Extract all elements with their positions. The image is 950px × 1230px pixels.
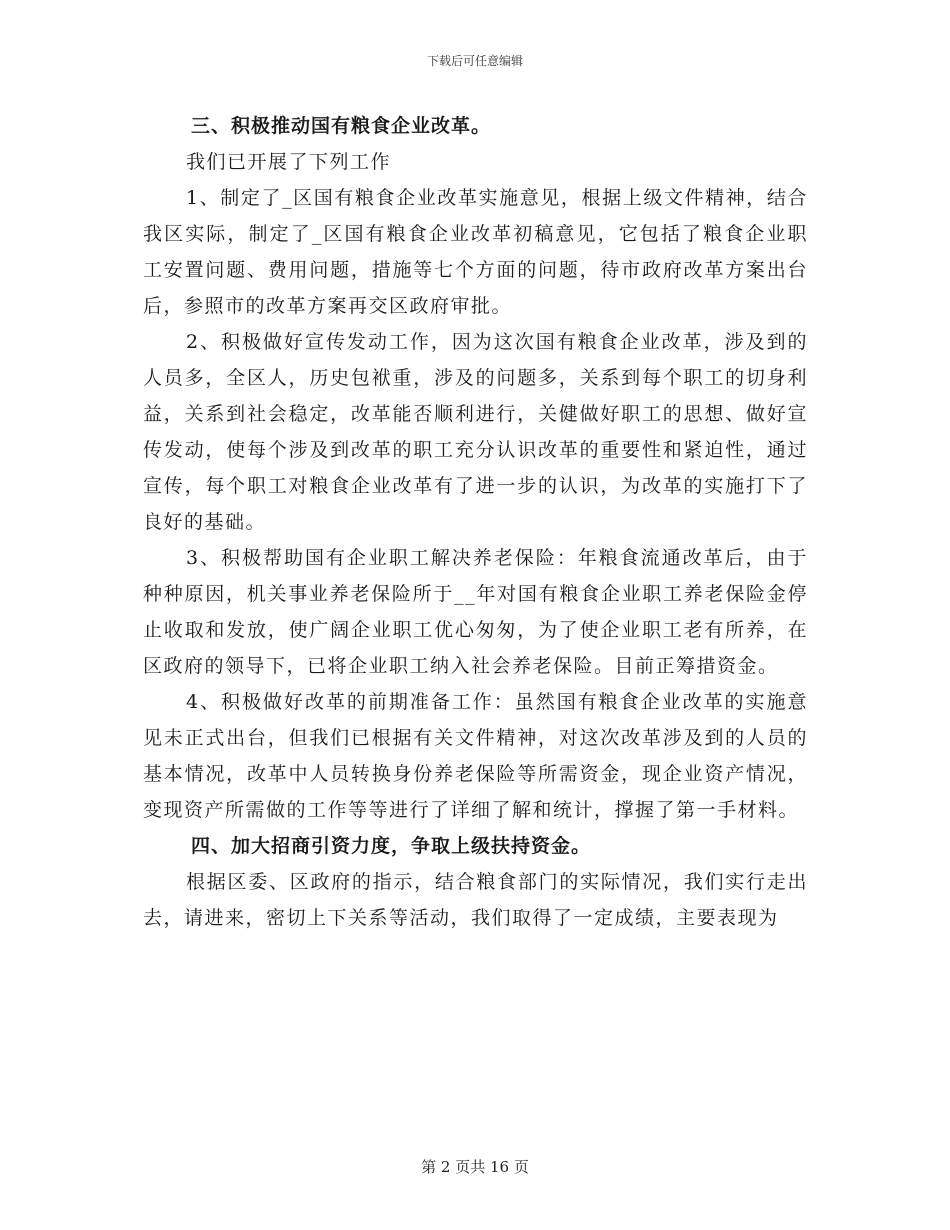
paragraph-intro: 我们已开展了下列工作 [186,151,392,173]
document-body [143,108,808,936]
page-number: 第 2 页共 16 页 [421,1158,529,1176]
section-heading-four: 四、加大招商引资力度，争取上级扶持资金。 [191,835,592,857]
paragraph-item-2: 2、积极做好宣传发动工作，因为这次国有粮食企业改革，涉及到的人员多，全区人，历史包袱重，涉及的问题多，关系到每个职工的切身利益，关系到社会稳定，改革能否顺利进行，关健做好职工的思想、做好宣传发动，使每个涉及到改革的职工充分认识改革的重要性和紧迫性，通过宣传，每个职工对粮食企业改革有了进一步的认识，为改革的实施打下了良好的基础。 [143,331,808,533]
section-heading-three: 三、积极推动国有粮食企业改革。 [191,115,492,137]
paragraph-item-4: 4、积极做好改革的前期准备工作：虽然国有粮食企业改革的实施意见未正式出台，但我们已根据有关文件精神，对这次改革涉及到的人员的基本情况，改革中人员转换身份养老保险等所需资金，现企业资产情况，变现资产所需做的工作等等进行了详细了解和统计，撑握了第一手材料。 [143,691,808,821]
header-note: 下载后可任意编辑 [426,54,523,68]
paragraph-section-four: 根据区委、区政府的指示，结合粮食部门的实际情况，我们实行走出去，请进来，密切上下关系等活动，我们取得了一定成绩，主要表现为 [143,871,808,929]
paragraph-item-3: 3、积极帮助国有企业职工解决养老保险：年粮食流通改革后，由于种种原因，机关事业养老保险所于__年对国有粮食企业职工养老保险金停止收取和发放，使广阔企业职工优心匆匆，为了使企业职工老有所养，在区政府的领导下，已将企业职工纳入社会养老保险。目前正筹措资金。 [143,547,808,677]
paragraph-item-1: 1、制定了_区国有粮食企业改革实施意见，根据上级文件精神，结合我区实际，制定了_区国有粮食企业改革初稿意见，它包括了粮食企业职工安置问题、费用问题，措施等七个方面的问题，待市政府改革方案出台后，参照市的改革方案再交区政府审批。 [143,187,808,317]
